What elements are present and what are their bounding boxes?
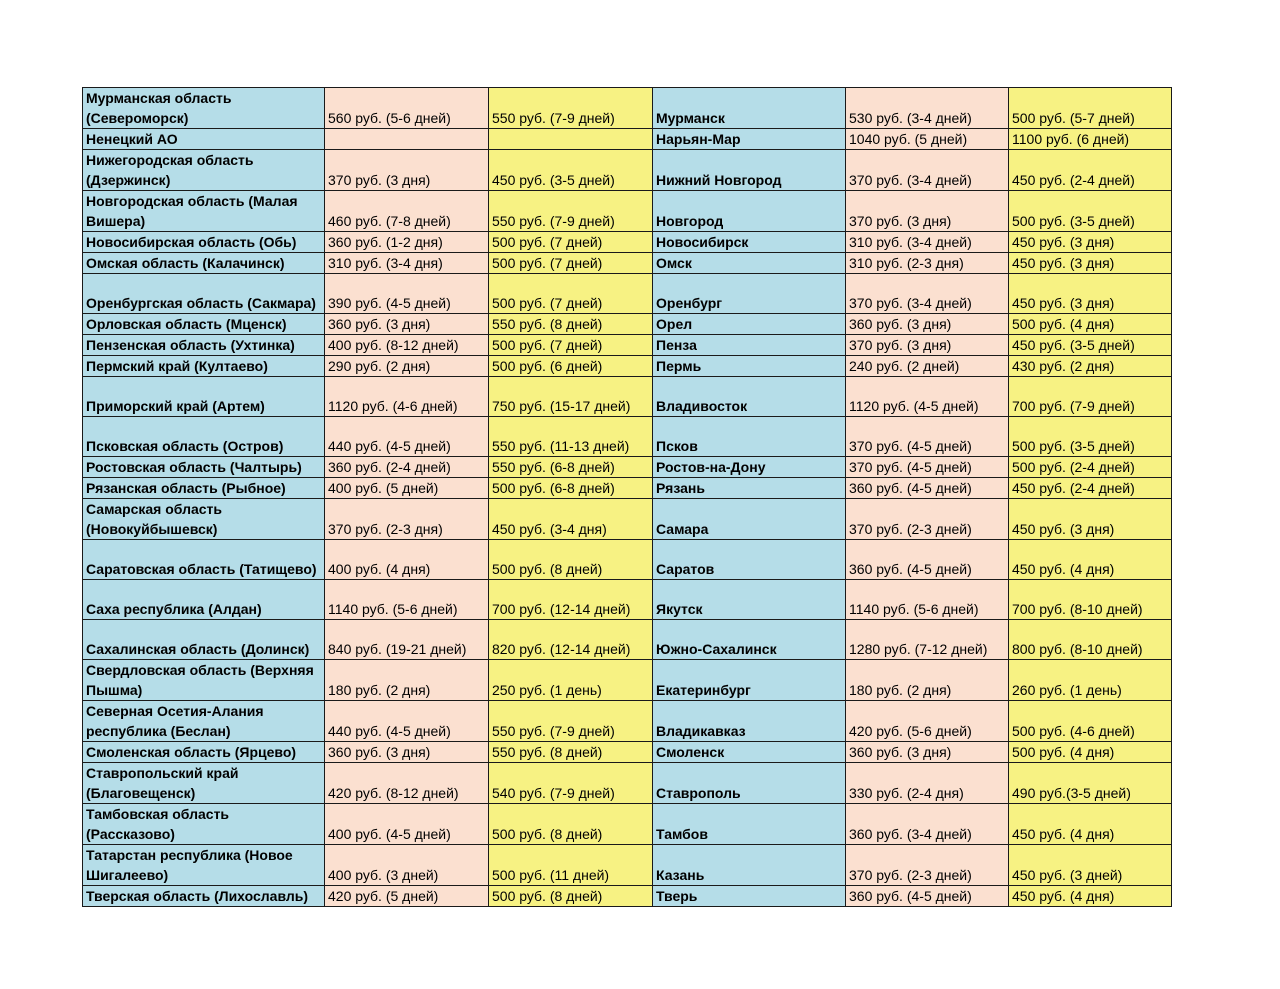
delivery-price-cell: 450 руб. (3 дня)	[1009, 499, 1172, 540]
table-row	[83, 620, 1172, 660]
delivery-price-cell: 500 руб. (2-4 дней)	[1009, 457, 1172, 478]
delivery-price-cell: 440 руб. (4-5 дней)	[325, 417, 489, 457]
delivery-price-cell: 370 руб. (3-4 дней)	[846, 150, 1009, 191]
delivery-price-cell: 500 руб. (8 дней)	[489, 886, 653, 907]
delivery-price-cell: 370 руб. (2-3 дней)	[846, 499, 1009, 540]
region-cell: Самарская область (Новокуйбышевск)	[83, 499, 325, 540]
delivery-price-cell: 450 руб. (3 дней)	[1009, 845, 1172, 886]
delivery-price-cell: 370 руб. (2-3 дней)	[846, 845, 1009, 886]
region-cell: Свердловская область (Верхняя Пышма)	[83, 660, 325, 701]
delivery-price-cell: 500 руб. (11 дней)	[489, 845, 653, 886]
city-cell: Самара	[653, 499, 846, 540]
delivery-price-cell: 550 руб. (7-9 дней)	[489, 701, 653, 742]
delivery-price-cell: 400 руб. (5 дней)	[325, 478, 489, 499]
delivery-price-cell: 500 руб. (6-8 дней)	[489, 478, 653, 499]
delivery-price-cell: 1100 руб. (6 дней)	[1009, 129, 1172, 150]
delivery-price-cell: 370 руб. (2-3 дня)	[325, 499, 489, 540]
region-cell: Нижегородская область (Дзержинск)	[83, 150, 325, 191]
delivery-price-cell: 750 руб. (15-17 дней)	[489, 377, 653, 417]
delivery-price-cell: 360 руб. (4-5 дней)	[846, 540, 1009, 580]
delivery-price-cell: 360 руб. (2-4 дней)	[325, 457, 489, 478]
delivery-price-cell: 360 руб. (3-4 дней)	[846, 804, 1009, 845]
delivery-price-cell: 500 руб. (4-6 дней)	[1009, 701, 1172, 742]
region-cell: Пензенская область (Ухтинка)	[83, 335, 325, 356]
region-cell: Татарстан республика (Новое Шигалеево)	[83, 845, 325, 886]
delivery-price-cell: 360 руб. (3 дня)	[846, 314, 1009, 335]
delivery-price-cell: 250 руб. (1 день)	[489, 660, 653, 701]
delivery-price-cell: 1280 руб. (7-12 дней)	[846, 620, 1009, 660]
city-cell: Орел	[653, 314, 846, 335]
region-cell: Ненецкий АО	[83, 129, 325, 150]
table-row	[83, 377, 1172, 417]
delivery-price-cell: 820 руб. (12-14 дней)	[489, 620, 653, 660]
delivery-price-cell: 460 руб. (7-8 дней)	[325, 191, 489, 232]
table-row	[83, 499, 1172, 540]
city-cell: Южно-Сахалинск	[653, 620, 846, 660]
delivery-price-cell: 330 руб. (2-4 дня)	[846, 763, 1009, 804]
table-row	[83, 763, 1172, 804]
delivery-price-cell: 450 руб. (4 дня)	[1009, 540, 1172, 580]
region-cell: Рязанская область (Рыбное)	[83, 478, 325, 499]
city-cell: Рязань	[653, 478, 846, 499]
delivery-price-cell: 450 руб. (3 дня)	[1009, 253, 1172, 274]
table-row	[83, 417, 1172, 457]
region-cell: Сахалинская область (Долинск)	[83, 620, 325, 660]
delivery-price-cell: 370 руб. (4-5 дней)	[846, 417, 1009, 457]
city-cell: Новгород	[653, 191, 846, 232]
region-cell: Приморский край (Артем)	[83, 377, 325, 417]
delivery-price-cell: 560 руб. (5-6 дней)	[325, 88, 489, 129]
delivery-price-cell: 260 руб. (1 день)	[1009, 660, 1172, 701]
delivery-price-cell: 500 руб. (6 дней)	[489, 356, 653, 377]
delivery-price-cell: 500 руб. (3-5 дней)	[1009, 191, 1172, 232]
city-cell: Псков	[653, 417, 846, 457]
delivery-price-cell: 450 руб. (4 дня)	[1009, 804, 1172, 845]
delivery-price-cell: 390 руб. (4-5 дней)	[325, 274, 489, 314]
region-cell: Тамбовская область (Рассказово)	[83, 804, 325, 845]
delivery-price-cell: 500 руб. (4 дня)	[1009, 314, 1172, 335]
delivery-price-cell: 490 руб.(3-5 дней)	[1009, 763, 1172, 804]
delivery-price-cell: 400 руб. (4 дня)	[325, 540, 489, 580]
delivery-price-cell: 310 руб. (3-4 дня)	[325, 253, 489, 274]
city-cell: Пермь	[653, 356, 846, 377]
city-cell: Оренбург	[653, 274, 846, 314]
delivery-price-cell: 550 руб. (8 дней)	[489, 314, 653, 335]
table-row	[83, 88, 1172, 129]
delivery-price-cell	[325, 129, 489, 150]
delivery-price-cell: 450 руб. (3-5 дней)	[489, 150, 653, 191]
delivery-price-cell: 360 руб. (3 дня)	[325, 314, 489, 335]
delivery-price-cell: 1120 руб. (4-5 дней)	[846, 377, 1009, 417]
table-row	[83, 660, 1172, 701]
delivery-price-cell: 400 руб. (4-5 дней)	[325, 804, 489, 845]
table-row	[83, 274, 1172, 314]
delivery-price-cell: 360 руб. (1-2 дня)	[325, 232, 489, 253]
city-cell: Якутск	[653, 580, 846, 620]
delivery-price-cell: 1040 руб. (5 дней)	[846, 129, 1009, 150]
delivery-price-cell: 700 руб. (7-9 дней)	[1009, 377, 1172, 417]
table-row	[83, 478, 1172, 499]
region-cell: Новгородская область (Малая Вишера)	[83, 191, 325, 232]
region-cell: Оренбургская область (Сакмара)	[83, 274, 325, 314]
delivery-price-cell: 370 руб. (4-5 дней)	[846, 457, 1009, 478]
city-cell: Казань	[653, 845, 846, 886]
delivery-price-cell: 500 руб. (7 дней)	[489, 253, 653, 274]
region-cell: Смоленская область (Ярцево)	[83, 742, 325, 763]
region-cell: Орловская область (Мценск)	[83, 314, 325, 335]
delivery-price-cell: 700 руб. (8-10 дней)	[1009, 580, 1172, 620]
delivery-price-cell: 500 руб. (8 дней)	[489, 804, 653, 845]
region-cell: Тверская область (Лихославль)	[83, 886, 325, 907]
table-row	[83, 191, 1172, 232]
city-cell: Новосибирск	[653, 232, 846, 253]
city-cell: Омск	[653, 253, 846, 274]
table-row	[83, 356, 1172, 377]
delivery-price-cell: 290 руб. (2 дня)	[325, 356, 489, 377]
city-cell: Владивосток	[653, 377, 846, 417]
delivery-price-cell: 500 руб. (8 дней)	[489, 540, 653, 580]
region-cell: Пермский край (Култаево)	[83, 356, 325, 377]
delivery-price-cell: 360 руб. (3 дня)	[846, 742, 1009, 763]
table-row	[83, 232, 1172, 253]
region-cell: Саха республика (Алдан)	[83, 580, 325, 620]
region-cell: Северная Осетия-Алания республика (Беслан)	[83, 701, 325, 742]
table-row	[83, 804, 1172, 845]
table-row	[83, 886, 1172, 907]
region-cell: Ставропольский край (Благовещенск)	[83, 763, 325, 804]
table-row	[83, 457, 1172, 478]
delivery-price-cell: 420 руб. (5-6 дней)	[846, 701, 1009, 742]
table-row	[83, 540, 1172, 580]
delivery-price-cell: 180 руб. (2 дня)	[846, 660, 1009, 701]
city-cell: Владикавказ	[653, 701, 846, 742]
city-cell: Пенза	[653, 335, 846, 356]
delivery-price-cell: 370 руб. (3 дня)	[846, 191, 1009, 232]
region-cell: Псковская область (Остров)	[83, 417, 325, 457]
delivery-price-cell: 420 руб. (5 дней)	[325, 886, 489, 907]
delivery-price-cell: 180 руб. (2 дня)	[325, 660, 489, 701]
city-cell: Саратов	[653, 540, 846, 580]
table-row	[83, 129, 1172, 150]
delivery-price-cell: 440 руб. (4-5 дней)	[325, 701, 489, 742]
city-cell: Тверь	[653, 886, 846, 907]
delivery-price-cell: 800 руб. (8-10 дней)	[1009, 620, 1172, 660]
city-cell: Мурманск	[653, 88, 846, 129]
delivery-price-cell: 420 руб. (8-12 дней)	[325, 763, 489, 804]
delivery-price-cell: 360 руб. (4-5 дней)	[846, 886, 1009, 907]
delivery-price-cell: 500 руб. (3-5 дней)	[1009, 417, 1172, 457]
delivery-price-cell: 700 руб. (12-14 дней)	[489, 580, 653, 620]
delivery-price-cell: 310 руб. (2-3 дня)	[846, 253, 1009, 274]
city-cell: Ростов-на-Дону	[653, 457, 846, 478]
table-row	[83, 580, 1172, 620]
delivery-price-cell: 1120 руб. (4-6 дней)	[325, 377, 489, 417]
delivery-price-cell: 530 руб. (3-4 дней)	[846, 88, 1009, 129]
delivery-price-cell: 500 руб. (7 дней)	[489, 335, 653, 356]
city-cell: Екатеринбург	[653, 660, 846, 701]
delivery-price-cell: 450 руб. (3-4 дня)	[489, 499, 653, 540]
delivery-price-cell: 400 руб. (8-12 дней)	[325, 335, 489, 356]
city-cell: Смоленск	[653, 742, 846, 763]
delivery-price-cell: 360 руб. (3 дня)	[325, 742, 489, 763]
region-cell: Новосибирская область (Обь)	[83, 232, 325, 253]
delivery-price-cell: 1140 руб. (5-6 дней)	[325, 580, 489, 620]
region-cell: Мурманская область (Североморск)	[83, 88, 325, 129]
delivery-price-cell: 550 руб. (6-8 дней)	[489, 457, 653, 478]
delivery-price-cell: 370 руб. (3 дня)	[846, 335, 1009, 356]
delivery-price-cell: 500 руб. (7 дней)	[489, 274, 653, 314]
region-cell: Саратовская область (Татищево)	[83, 540, 325, 580]
table-row	[83, 335, 1172, 356]
delivery-price-cell: 450 руб. (4 дня)	[1009, 886, 1172, 907]
delivery-price-cell: 360 руб. (4-5 дней)	[846, 478, 1009, 499]
delivery-price-cell: 1140 руб. (5-6 дней)	[846, 580, 1009, 620]
table-row	[83, 701, 1172, 742]
delivery-price-cell: 450 руб. (2-4 дней)	[1009, 150, 1172, 191]
delivery-price-cell: 450 руб. (2-4 дней)	[1009, 478, 1172, 499]
delivery-price-cell: 450 руб. (3 дня)	[1009, 232, 1172, 253]
delivery-price-cell: 370 руб. (3-4 дней)	[846, 274, 1009, 314]
delivery-price-cell: 840 руб. (19-21 дней)	[325, 620, 489, 660]
table-row	[83, 742, 1172, 763]
delivery-price-cell: 310 руб. (3-4 дней)	[846, 232, 1009, 253]
delivery-price-cell: 240 руб. (2 дней)	[846, 356, 1009, 377]
city-cell: Нижний Новгород	[653, 150, 846, 191]
table-row	[83, 314, 1172, 335]
region-cell: Омская область (Калачинск)	[83, 253, 325, 274]
delivery-price-cell: 550 руб. (11-13 дней)	[489, 417, 653, 457]
city-cell: Нарьян-Мар	[653, 129, 846, 150]
delivery-price-cell: 450 руб. (3-5 дней)	[1009, 335, 1172, 356]
delivery-price-cell: 550 руб. (7-9 дней)	[489, 191, 653, 232]
delivery-price-cell: 550 руб. (7-9 дней)	[489, 88, 653, 129]
delivery-price-cell: 430 руб. (2 дня)	[1009, 356, 1172, 377]
delivery-price-cell: 540 руб. (7-9 дней)	[489, 763, 653, 804]
table-row	[83, 150, 1172, 191]
delivery-price-cell: 500 руб. (5-7 дней)	[1009, 88, 1172, 129]
city-cell: Ставрополь	[653, 763, 846, 804]
city-cell: Тамбов	[653, 804, 846, 845]
delivery-price-cell: 500 руб. (7 дней)	[489, 232, 653, 253]
delivery-price-table	[82, 87, 1172, 907]
delivery-price-cell	[489, 129, 653, 150]
table-row	[83, 253, 1172, 274]
delivery-price-cell: 450 руб. (3 дня)	[1009, 274, 1172, 314]
table-row	[83, 845, 1172, 886]
delivery-price-cell: 370 руб. (3 дня)	[325, 150, 489, 191]
region-cell: Ростовская область (Чалтырь)	[83, 457, 325, 478]
delivery-price-cell: 550 руб. (8 дней)	[489, 742, 653, 763]
delivery-price-cell: 500 руб. (4 дня)	[1009, 742, 1172, 763]
delivery-price-cell: 400 руб. (3 дней)	[325, 845, 489, 886]
